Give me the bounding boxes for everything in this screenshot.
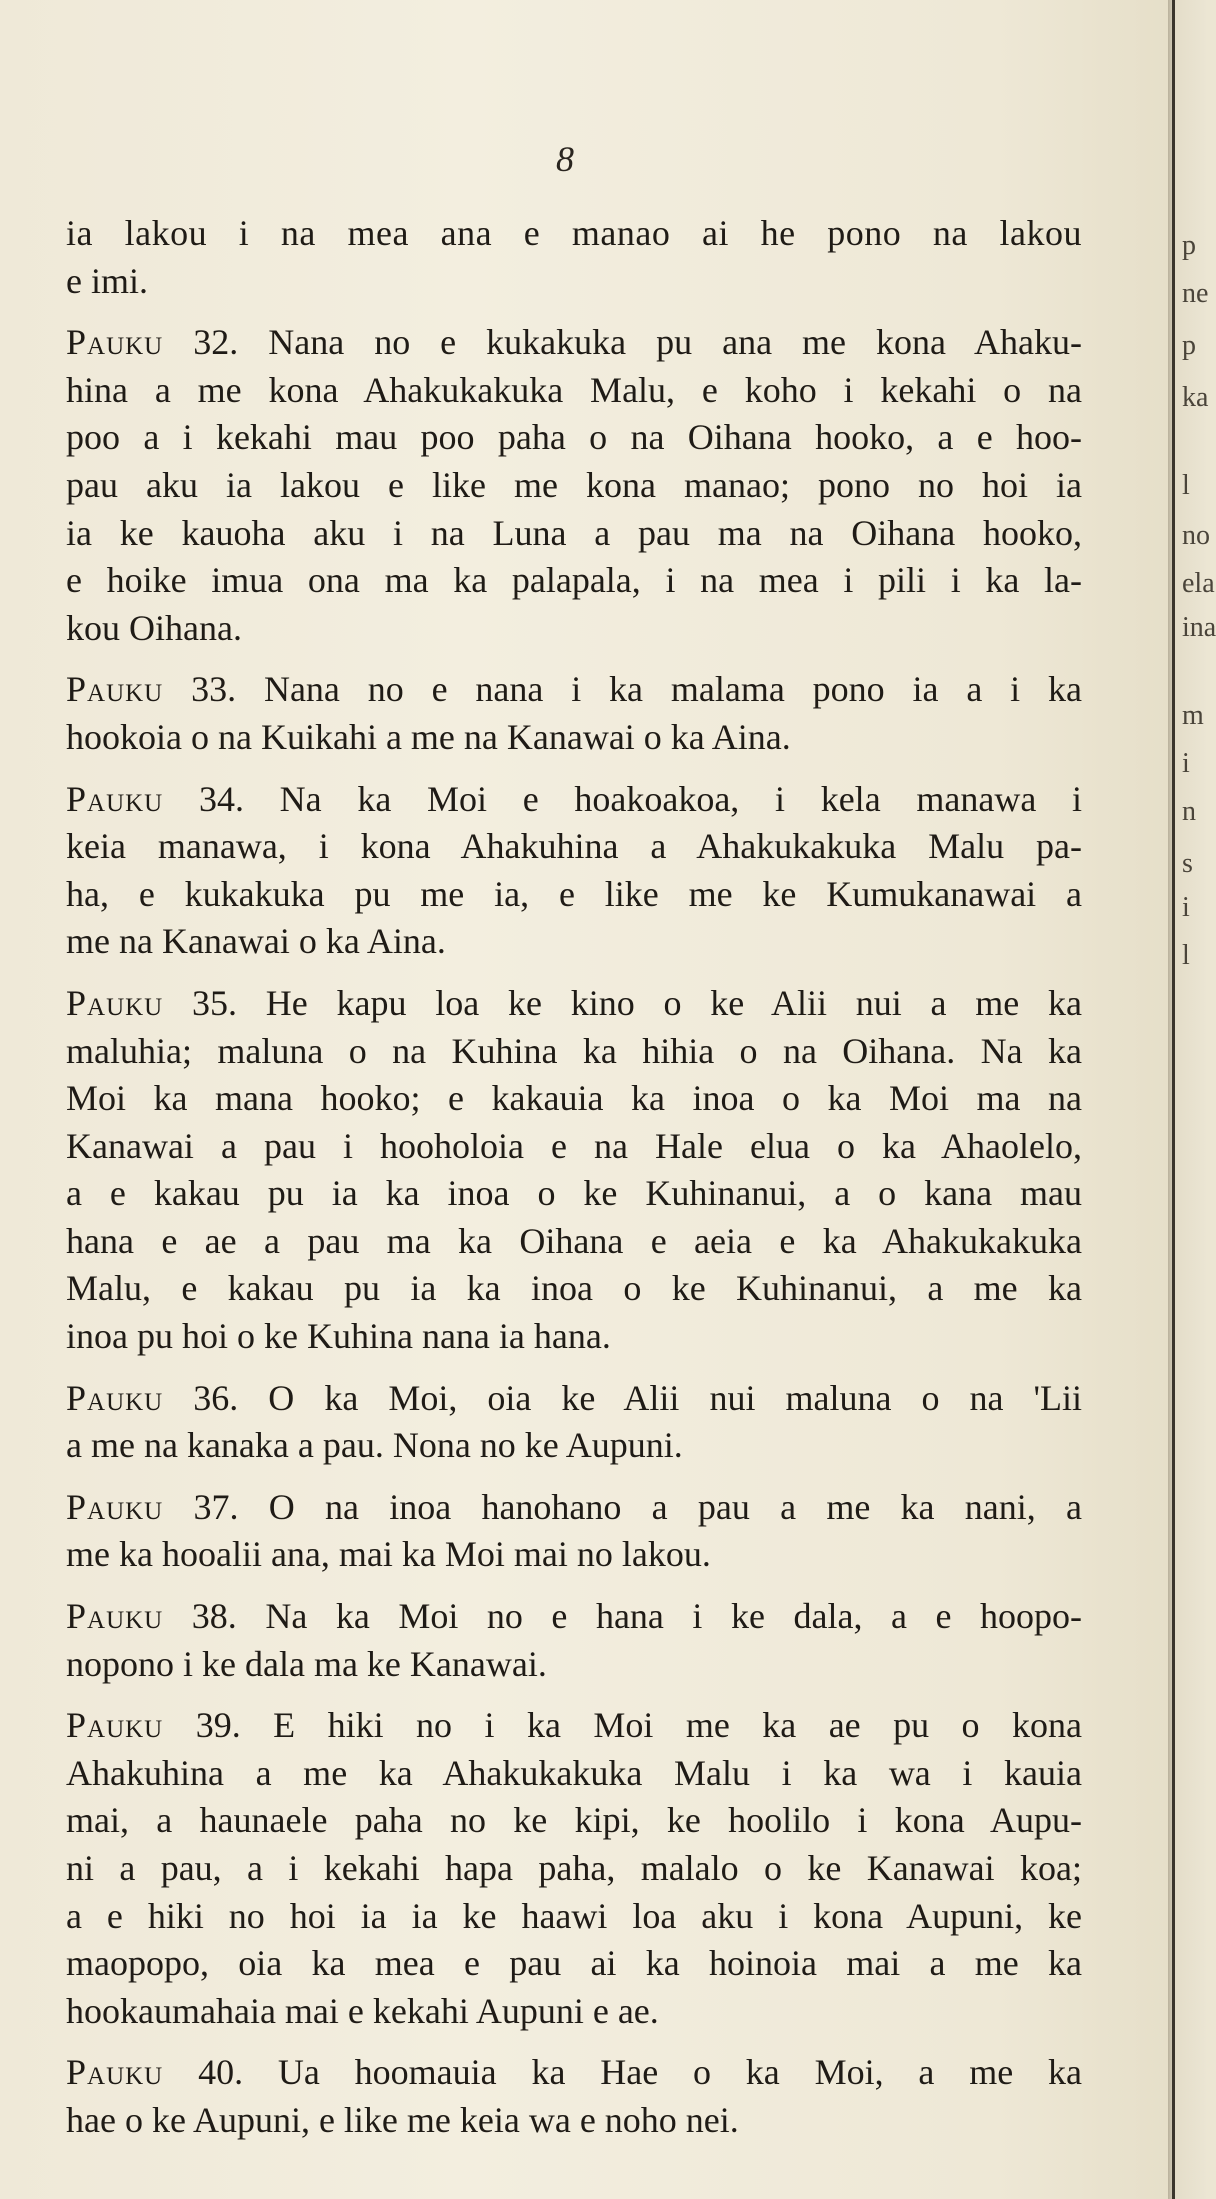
edge-text-fragment: no	[1182, 520, 1210, 551]
section-label: Pauku	[66, 322, 164, 363]
text-line: hae o ke Aupuni, e like me keia wa e noho nei.	[66, 2099, 739, 2140]
paragraph	[66, 776, 1082, 966]
text-line: ni a pau, a i kekahi hapa paha, malalo o ke Kanawai koa;	[66, 1848, 1082, 1888]
paragraph	[66, 1702, 1082, 2035]
text-line: Pauku 39. E hiki no i ka Moi me ka ae pu o kona	[66, 1705, 1082, 1746]
paragraph	[66, 1375, 1082, 1470]
text-line: hana e ae a pau ma ka Oihana e aeia e ka Ahakukakuka	[66, 1220, 1082, 1261]
text-line: keia manawa, i kona Ahakuhina a Ahakukakuka Malu pa-	[66, 826, 1082, 867]
text-line: Pauku 38. Na ka Moi no e hana i ke dala, a e hoopo-	[66, 1596, 1082, 1637]
text-line: ia ke kauoha aku i na Luna a pau ma na Oihana hooko,	[66, 512, 1082, 553]
text-line: Pauku 36. O ka Moi, oia ke Alii nui maluna o na 'Lii	[66, 1377, 1082, 1418]
edge-text-fragment: ne	[1182, 278, 1209, 309]
section-label: Pauku	[66, 778, 164, 819]
section-label: Pauku	[66, 1377, 164, 1418]
text-line: a e hiki no hoi ia ia ke haawi loa aku i kona Aupuni, ke	[66, 1895, 1082, 1936]
paragraph	[66, 1484, 1082, 1579]
edge-text-fragment: m	[1182, 700, 1204, 731]
page-number: 8	[556, 139, 574, 179]
text-line: Pauku 40. Ua hoomauia ka Hae o ka Moi, a me ka	[66, 2052, 1082, 2093]
text-line: maopopo, oia ka mea e pau ai ka hoinoia mai a me ka	[66, 1943, 1082, 1984]
text-line: nopono i ke dala ma ke Kanawai.	[66, 1643, 547, 1684]
edge-text-fragment: l	[1182, 470, 1190, 501]
text-line: poo a i kekahi mau poo paha o na Oihana hooko, a e hoo-	[66, 417, 1082, 458]
section-label: Pauku	[66, 1596, 164, 1637]
paragraph	[66, 210, 1082, 305]
edge-text-fragment: ina	[1182, 612, 1216, 643]
text-line: Pauku 33. Nana no e nana i ka malama pono ia a i ka	[66, 669, 1082, 710]
body-text	[66, 210, 1082, 2159]
paragraph	[66, 980, 1082, 1361]
text-line: Malu, e kakau pu ia ka inoa o ke Kuhinanui, a me ka	[66, 1268, 1082, 1309]
text-line: a e kakau pu ia ka inoa o ke Kuhinanui, a o kana mau	[66, 1173, 1082, 1214]
text-line: Moi ka mana hooko; e kakauia ka inoa o ka Moi ma na	[66, 1078, 1082, 1119]
page-edge-line	[1172, 0, 1175, 2199]
edge-text-fragment: s	[1182, 848, 1193, 879]
edge-text-fragment: ela	[1182, 568, 1215, 599]
text-line: pau aku ia lakou e like me kona manao; pono no hoi ia	[66, 464, 1082, 505]
text-line: Pauku 37. O na inoa hanohano a pau a me ka nani, a	[66, 1486, 1082, 1527]
text-line: me na Kanawai o ka Aina.	[66, 921, 446, 962]
paragraph	[66, 666, 1082, 761]
paragraph	[66, 2049, 1082, 2144]
text-line: ia lakou i na mea ana e manao ai he pono na lakou	[66, 213, 1082, 253]
text-line: hookaumahaia mai e kekahi Aupuni e ae.	[66, 1990, 659, 2031]
section-label: Pauku	[66, 982, 164, 1023]
text-line: kou Oihana.	[66, 607, 242, 648]
edge-text-fragment: ka	[1182, 382, 1209, 413]
text-line: Pauku 34. Na ka Moi e hoakoakoa, i kela manawa i	[66, 778, 1082, 819]
section-label: Pauku	[66, 1486, 164, 1527]
text-line: Pauku 32. Nana no e kukakuka pu ana me kona Ahaku-	[66, 322, 1082, 363]
edge-text-fragment: l	[1182, 940, 1190, 971]
text-line: e imi.	[66, 260, 148, 301]
text-line: me ka hooalii ana, mai ka Moi mai no lakou.	[66, 1534, 711, 1575]
edge-text-fragment: n	[1182, 796, 1196, 827]
text-line: mai, a haunaele paha no ke kipi, ke hoolilo i kona Aupu-	[66, 1800, 1082, 1841]
text-line: hina a me kona Ahakukakuka Malu, e koho i kekahi o na	[66, 369, 1082, 410]
edge-text-fragment: p	[1182, 330, 1196, 361]
paragraph	[66, 1593, 1082, 1688]
text-line: a me na kanaka a pau. Nona no ke Aupuni.	[66, 1425, 683, 1466]
text-line: Pauku 35. He kapu loa ke kino o ke Alii nui a me ka	[66, 982, 1082, 1023]
text-line: e hoike imua ona ma ka palapala, i na mea i pili i ka la-	[66, 560, 1082, 601]
text-line: maluhia; maluna o na Kuhina ka hihia o na Oihana. Na ka	[66, 1030, 1082, 1071]
text-line: Ahakuhina a me ka Ahakukakuka Malu i ka wa i kauia	[66, 1752, 1082, 1793]
edge-text-fragment: p	[1182, 230, 1196, 261]
edge-text-fragment: i	[1182, 748, 1190, 779]
text-line: ha, e kukakuka pu me ia, e like me ke Kumukanawai a	[66, 873, 1082, 914]
text-line: inoa pu hoi o ke Kuhina nana ia hana.	[66, 1316, 611, 1357]
adjacent-page-edge	[1168, 0, 1216, 2199]
edge-text-fragment: i	[1182, 892, 1190, 923]
text-line: hookoia o na Kuikahi a me na Kanawai o ka Aina.	[66, 716, 791, 757]
paragraph	[66, 319, 1082, 652]
section-label: Pauku	[66, 2052, 164, 2093]
section-label: Pauku	[66, 1705, 164, 1746]
text-line: Kanawai a pau i hooholoia e na Hale elua o ka Ahaolelo,	[66, 1125, 1082, 1166]
section-label: Pauku	[66, 669, 164, 710]
